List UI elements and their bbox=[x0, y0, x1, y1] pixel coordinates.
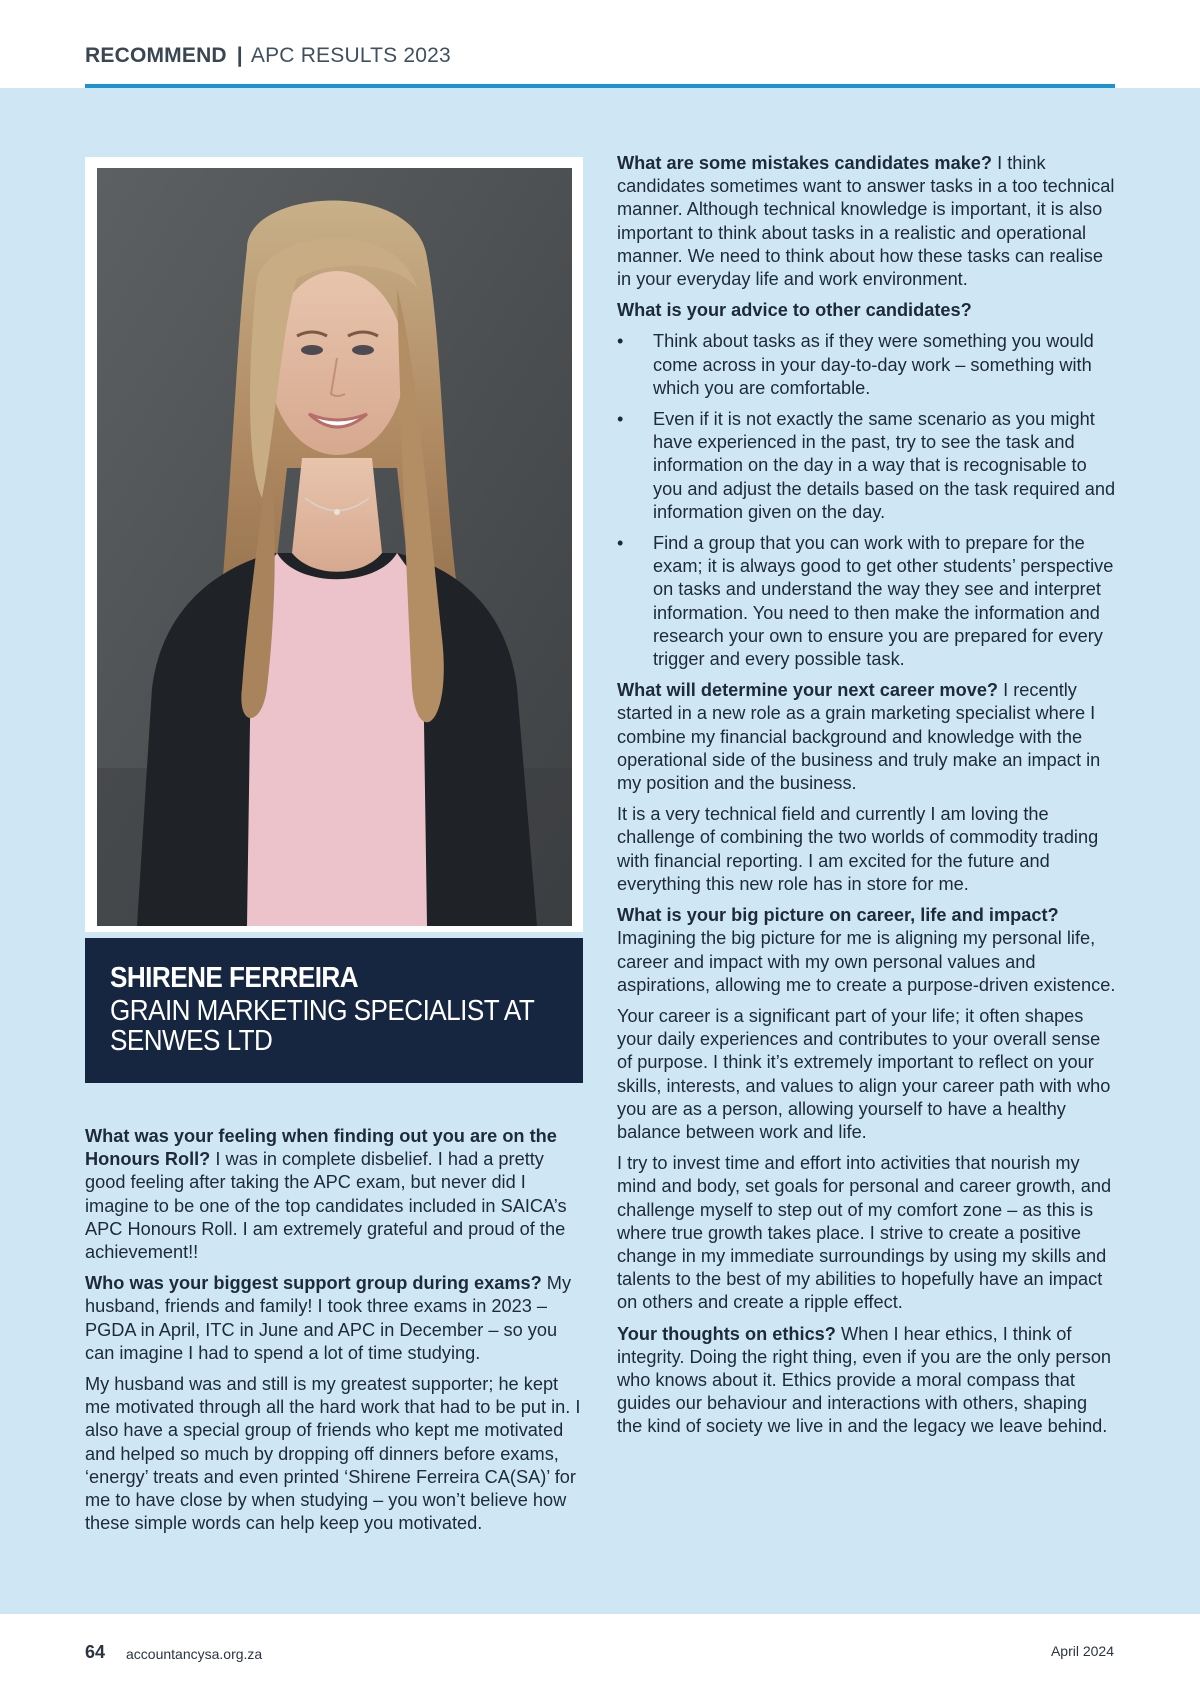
answer: My husband was and still is my greatest supporter; he kept me motivated through all the hard work that had to be put in. I also have a special group of friends who kept me motivated and helped so much by dropping off dinners before exams, ‘energy’ treats and even printed ‘Shirene Ferreira CA(SA)’ for me to have close by when studying – you won’t believe how these simple words can help keep you motivated. bbox=[85, 1374, 581, 1534]
page-number: 64 bbox=[85, 1642, 106, 1662]
section-label: RECOMMEND bbox=[85, 44, 227, 67]
bullet-icon: • bbox=[617, 331, 624, 352]
subsection-label: APC RESULTS 2023 bbox=[250, 44, 451, 67]
list-item-text: Find a group that you can work with to prepare for the exam; it is always good to get other students’ perspective on tasks and understand the way they see and interpret information. You need to then make the information and research your own to ensure you are prepared for every trigger and every possible task. bbox=[653, 533, 1114, 670]
answer: I recently started in a new role as a grain marketing specialist where I combine my financial background and knowledge with the operational side of the business and truly make an impact in my position and the business. bbox=[617, 680, 1101, 794]
paragraph-husband bbox=[85, 1373, 585, 1535]
paragraph-career: It is a very technical field and currently I am loving the challenge of combining the two worlds of commodity trading with financial reporting. I am excited for the future and everything this new role has in store for me. bbox=[617, 804, 1099, 894]
qa-mistakes bbox=[617, 152, 1117, 291]
answer: I think candidates sometimes want to answer tasks in a too technical manner. Although technical knowledge is important, it is also important to think about tasks in a realistic and operational manner. We need to think about how these tasks can realise in your everyday life and work environment. bbox=[617, 153, 1115, 290]
list-item-text: Even if it is not exactly the same scenario as you might have experienced in the past, try to see the task and information on the day in a way that is recognisable to you and adjust the details based on the task required and information given on the day. bbox=[653, 409, 1116, 522]
question: What is your advice to other candidates? bbox=[617, 300, 972, 321]
question: What was your feeling when finding out you are on the Honours Roll? bbox=[85, 1126, 557, 1170]
portrait-photo bbox=[97, 168, 572, 926]
qa-ethics bbox=[617, 1323, 1117, 1439]
list-item bbox=[617, 330, 1117, 400]
qa-big-picture bbox=[617, 904, 1117, 997]
list-item bbox=[617, 408, 1117, 524]
answer: When I hear ethics, I think of integrity. Doing the right thing, even if you are the only person who knows about it. Ethics provide a moral compass that guides our behaviour and interactions with others, shaping the kind of society we live in and the legacy we leave behind. bbox=[617, 1323, 1112, 1437]
issue-date: April 2024 bbox=[1050, 1643, 1114, 1659]
bullet-icon: • bbox=[617, 533, 624, 554]
answer: My husband, friends and family! I took three exams in 2023 – PGDA in April, ITC in June and APC in December – so you can imagine I had to spend a lot of time studying. bbox=[85, 1273, 572, 1363]
list-item-text: Think about tasks as if they were something you would come across in your day-to-day work – something with which you are comfortable. bbox=[653, 331, 1094, 398]
top-bar bbox=[0, 0, 1200, 86]
section-header bbox=[85, 44, 451, 68]
question: What are some mistakes candidates make? bbox=[617, 153, 993, 173]
profile-role: GRAIN MARKETING SPECIALIST AT SENWES LTD bbox=[110, 995, 534, 1057]
profile-name-box bbox=[85, 938, 583, 1083]
qa-career-move bbox=[617, 679, 1117, 795]
answer: Imagining the big picture for me is aligning my personal life, career and impact with my own personal values and aspirations, allowing me to create a purpose-driven existence. bbox=[617, 928, 1116, 995]
profile-name: SHIRENE FERREIRA bbox=[110, 962, 359, 994]
advice-heading bbox=[617, 299, 1117, 322]
header-separator: | bbox=[236, 44, 243, 67]
paragraph-career-life: Your career is a significant part of your life; it often shapes your daily experiences and contributes to your overall sense of purpose. I think it’s extremely important to reflect on your skills, interests, and values to align your career path with who you are as a person, allowing yourself to have a healthy balance between work and life. bbox=[617, 1005, 1111, 1142]
question: Who was your biggest support group during exams? bbox=[85, 1273, 542, 1294]
answer: I was in complete disbelief. I had a pretty good feeling after taking the APC exam, but never did I imagine to be one of the top candidates included in SAICA’s APC Honours Roll. I am extremely grateful and proud of the achievement!! bbox=[85, 1149, 567, 1263]
list-item bbox=[617, 532, 1117, 671]
bullet-icon: • bbox=[617, 409, 624, 430]
paragraph-invest-time: I try to invest time and effort into activities that nourish my mind and body, set goals for personal and career growth, and challenge myself to step out of my comfort zone – as this is where true growth takes place. I strive to create a positive change in my immediate surroundings by using my skills and talents to the best of my abilities to hopefully have an impact on others and create a ripple effect. bbox=[617, 1153, 1112, 1313]
qa-support-group bbox=[85, 1272, 585, 1365]
qa-honours-roll bbox=[85, 1125, 585, 1264]
question: What is your big picture on career, life and impact? bbox=[617, 905, 1059, 926]
question: Your thoughts on ethics? bbox=[617, 1323, 836, 1344]
left-column bbox=[85, 1125, 585, 1543]
question: What will determine your next career move? bbox=[617, 680, 999, 701]
website-link[interactable]: accountancysa.org.za bbox=[126, 1646, 263, 1662]
advice-list bbox=[617, 330, 1117, 671]
right-column bbox=[617, 152, 1117, 1447]
